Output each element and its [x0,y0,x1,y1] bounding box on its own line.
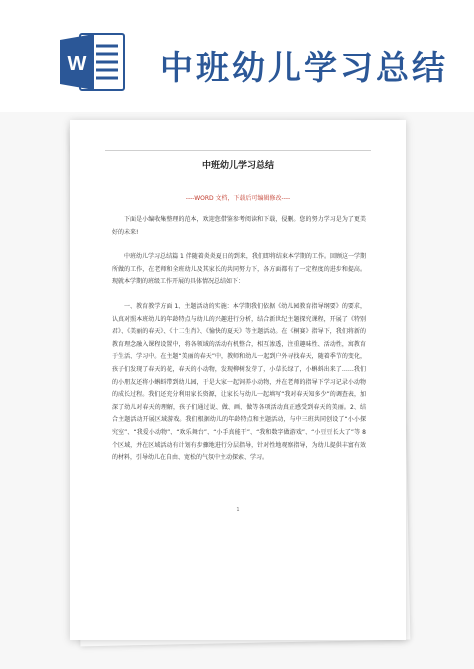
banner-title: 中班幼儿学习总结 [160,48,448,87]
svg-text:W: W [67,53,87,75]
header-rule [105,150,371,151]
body-paragraph: 中班幼儿学习总结篇 1 伴随着炎炎夏日的到来，我们即将结束本学期的工作。回顾这一学期所做的工作，在老师和全班幼儿及其家长的共同努力下，各方面都有了一定程度的进步和提高。现就本学期的班级工作开展的具体情况总结如下： [112,253,366,286]
body-paragraph: 一、教育教学方面 1、主题活动的实施：本学期我们依据《幼儿园教育指导纲要》的要求，认真对照本班幼儿的年龄特点与幼儿的兴趣进行分析，结合新世纪主题探究课程，开展了《特别君》、《美丽的春天》、《十二生肖》、《愉快的夏天》等主题活动。在《桐赛》指导下，我们将新的教育理念融入课程设置中，将各领域的活动有机整合，相互渗透，注重趣味性、活动性，寓教育于生活、学习中。在主题“美丽的春天”中，教师和幼儿一起到户外寻找春天，随着季节的变化，孩子们发现了春天的花，春天的小动物，发现柳树发芽了，小草长绿了，小蝌蚪出来了……我们的小朋友还将小蝌蚪带到幼儿园，于是大家一起饲养小动物，并在老师的指导下学习记录小动物的成长过程。我们还充分利用家长资源，让家长与幼儿一起填写“我对春天知多少”的调查表，加深了幼儿对春天的理解，孩子们通过说、做、画、做等各项活动真正感受到春天的美丽。2、结合主题活动开展区域游戏。我们根据幼儿的年龄特点和主题活动，与中三班共同创设了“小小探究室”、“我爱小动物”、“欢乐舞台”、“小手真能干”、“我和数字做游戏”、“小豆豆长大了”等 8 个区域，并在区域活动有计划有步骤地进行分层指导，针对性地观察指导，为幼儿提供丰富有效的材料，引导幼儿在自由、宽松的气氛中主动探索、学习。 [112,302,366,462]
edit-note: ----WORD 文档，下载后可编辑修改---- [185,195,291,202]
banner [0,0,474,112]
document-title: 中班幼儿学习总结 [201,161,274,171]
body-paragraph: 下面是小编收集整理的范本，欢迎您借鉴参考阅读和下载，侵删。您的努力学习是为了更美好的未来! [112,216,366,236]
document-page [70,120,406,640]
word-icon [60,32,126,92]
document-body [112,214,366,465]
page-number: 1 [236,507,240,513]
paragraph-gap [112,289,366,301]
paragraph-gap [112,239,366,251]
